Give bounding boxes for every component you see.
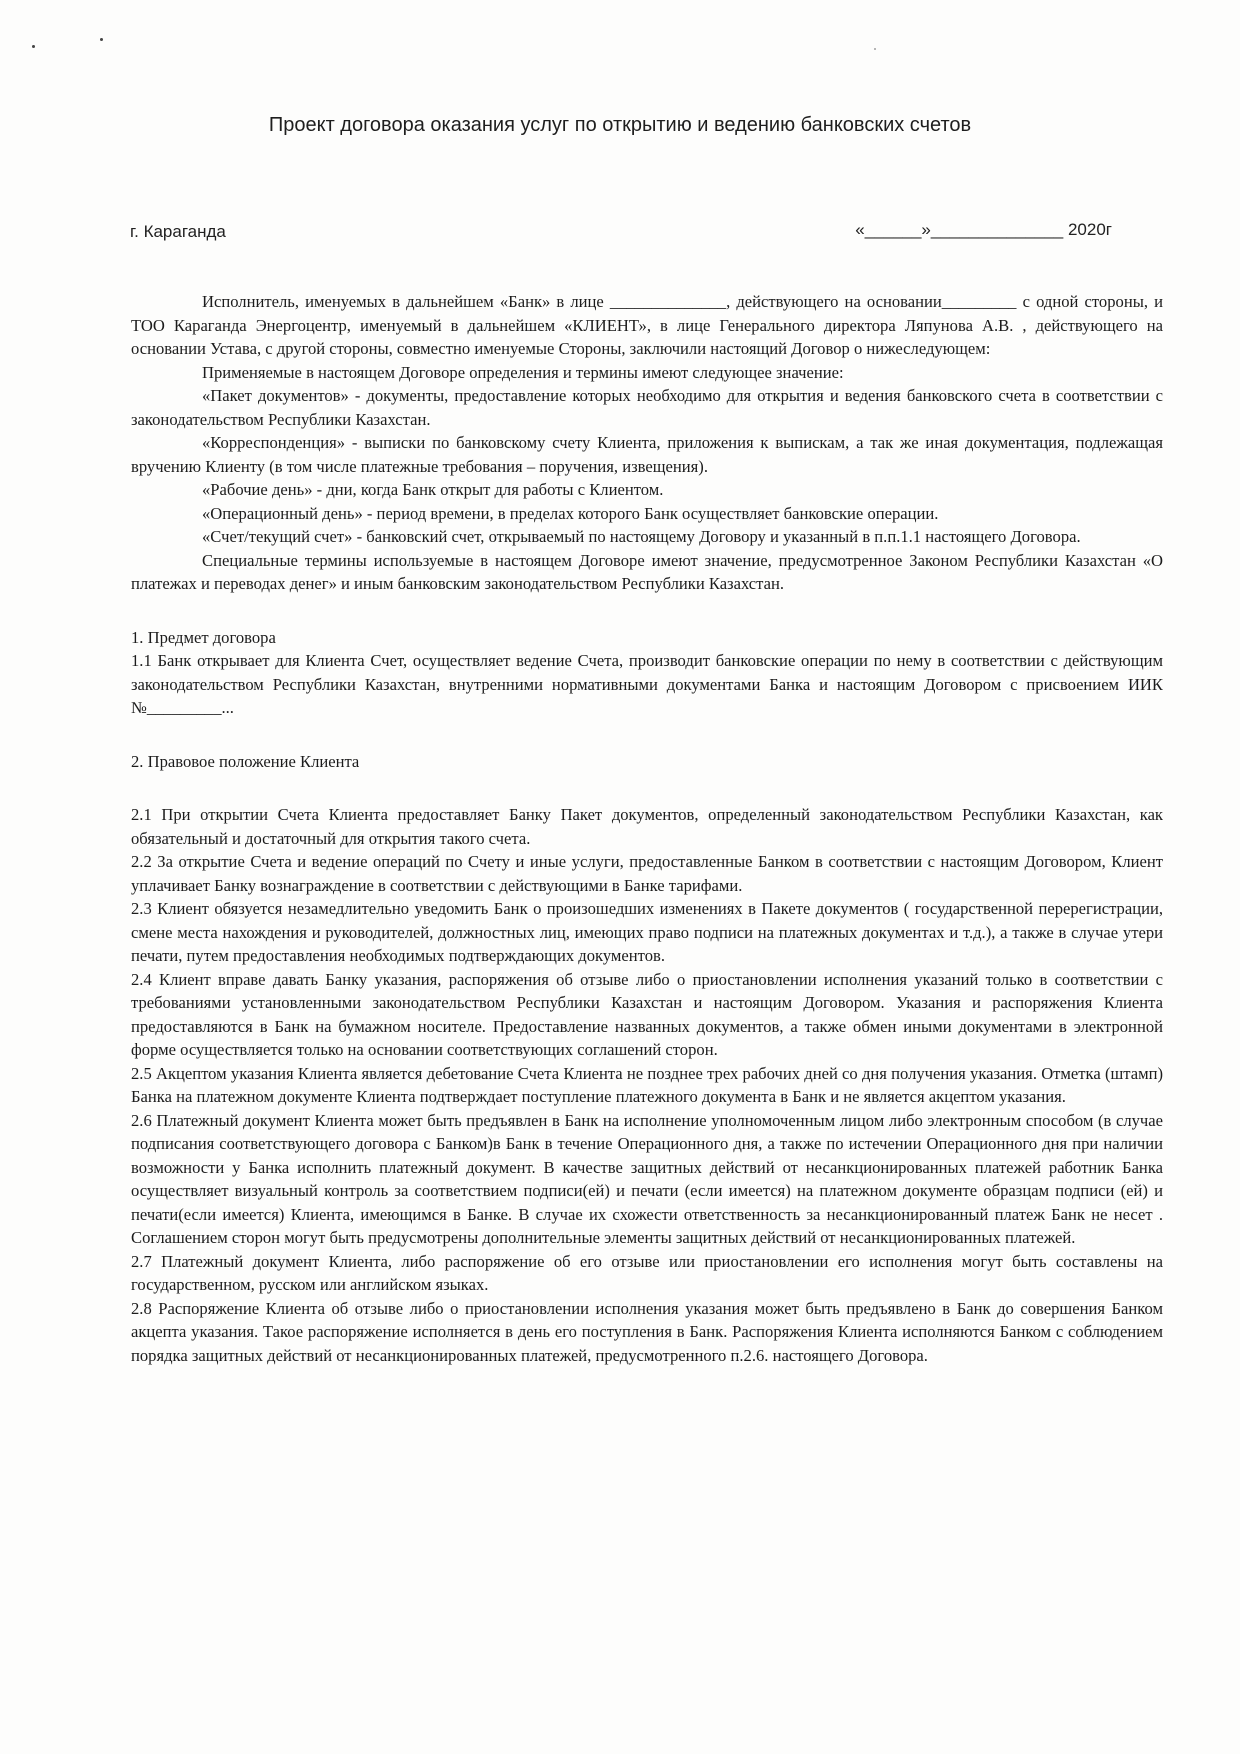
definition-item: «Счет/текущий счет» - банковский счет, открываемый по настоящему Договору и указанный в п.п.1.1 настоящего Договора. — [202, 527, 1081, 546]
clause: 2.4 Клиент вправе давать Банку указания, распоряжения об отзыве либо о приостановлении исполнения указаний только в соответствии с требованиями установленными законодательством Республики Казахстан и настоящим Договором. Указания и распоряжения Клиента предоставляются в Банк на бумажном носителе. Предоставление названных документов, а также обмен иными документами в электронной форме осуществляется только на основании соответствующих соглашений сторон. — [131, 969, 1163, 1059]
clause: 2.2 За открытие Счета и ведение операций по Счету и иные услуги, предоставленные Банком в соответствии с настоящим Договором, Клиент уплачивает Банку вознаграждение в соответствии с действующими в Банке тарифами. — [131, 852, 1163, 895]
section-heading: 2. Правовое положение Клиента — [131, 751, 360, 771]
scan-speck — [100, 38, 103, 41]
definition-item: «Корреспонденция» - выписки по банковскому счету Клиента, приложения к выпискам, а так же иная документация, подлежащая вручению Клиенту (в том числе платежные требования – поручения, извещения). — [131, 433, 1163, 476]
definition-item: «Рабочие день» - дни, когда Банк открыт для работы с Клиентом. — [202, 480, 664, 499]
definitions-intro: Применяемые в настоящем Договоре определения и термины имеют следующее значение: — [202, 362, 844, 382]
clause: 1.1 Банк открывает для Клиента Счет, осуществляет ведение Счета, производит банковские операции по нему в соответствии с действующим законодательством Республики Казахстан, внутренними нормативными документами Банка и настоящим Договором с присвоением ИИК №_________... — [131, 651, 1163, 717]
scan-speck — [32, 45, 35, 48]
definition-item: «Операционный день» - период времени, в пределах которого Банк осуществляет банковские операции. — [202, 503, 939, 523]
contract-date: «______»______________ 2020г — [855, 220, 1112, 239]
clause: 2.1 При открытии Счета Клиента предоставляет Банку Пакет документов, определенный законодательством Республики Казахстан, как обязательный и достаточный для открытия такого счета. — [131, 805, 1163, 848]
clause: 2.3 Клиент обязуется незамедлительно уведомить Банк о произошедших изменениях в Пакете документов ( государственной перерегистрации, смене места нахождения и руководителей, должностных лиц, имеющих право подписи на платежных документах и т.д.), а также в случае утери печати, путем предоставления необходимых подтверждающих документов. — [131, 899, 1163, 965]
clause: 2.6 Платежный документ Клиента может быть предъявлен в Банк на исполнение уполномоченным лицом либо электронным способом (в случае подписания соответствующего договора с Банком)в Банк в течение Операционного дня, а также по истечении Операционного дня при наличии возможности у Банка исполнить платежный документ. В качестве защитных действий от несанкционированных платежей работник Банка осуществляет визуальный контроль за соответствием подписи(ей) и печати (если имеется) на платежном документе образцам подписи (ей) и печати(если имеется) Клиента, имеющимся в Банке. В случае их схожести ответственность за несанкционированный платеж Банк не несет . Соглашением сторон могут быть предусмотрены дополнительные элементы защитных действий от несанкционированных платежей. — [131, 1110, 1163, 1247]
contract-body — [131, 290, 1163, 1367]
document-title: Проект договора оказания услуг по открытию и ведению банковских счетов — [268, 114, 972, 136]
section-heading: 1. Предмет договора — [131, 627, 276, 647]
preamble-paragraph: Исполнитель, именуемых в дальнейшем «Банк» в лице ______________, действующего на основании_________ с одной стороны, и ТОО Караганда Энергоцентр, именуемый в дальнейшем «КЛИЕНТ», в лице Генерального директора Ляпунова А.В. , действующего на основании Устава, с другой стороны, совместно именуемые Стороны, заключили настоящий Договор о нижеследующем: — [131, 292, 1163, 358]
special-terms-paragraph: Специальные термины используемые в настоящем Договоре имеют значение, предусмотренное Законом Республики Казахстан «О платежах и переводах денег» и иным банковским законодательством Республики Казахстан. — [131, 550, 1163, 593]
clause: 2.7 Платежный документ Клиента, либо распоряжение об его отзыве или приостановлении его исполнения могут быть составлены на государственном, русском или английском языках. — [131, 1251, 1163, 1294]
contract-city: г. Караганда — [130, 222, 226, 241]
definition-item: «Пакет документов» - документы, предоставление которых необходимо для открытия и ведения банковского счета в соответствии с законодательством Республики Казахстан. — [131, 386, 1163, 429]
scan-speck — [874, 48, 876, 50]
clause: 2.8 Распоряжение Клиента об отзыве либо о приостановлении исполнения указания может быть предъявлено в Банк до совершения Банком акцепта указания. Такое распоряжение исполняется в день его поступления в Банк. Распоряжения Клиента исполняются Банком с соблюдением порядка защитных действий от несанкционированных платежей, предусмотренного п.2.6. настоящего Договора. — [131, 1298, 1163, 1365]
clause: 2.5 Акцептом указания Клиента является дебетование Счета Клиента не позднее трех рабочих дней со дня получения указания. Отметка (штамп) Банка на платежном документе Клиента подтверждает поступление платежного документа в Банк и не является акцептом указания. — [131, 1063, 1163, 1106]
